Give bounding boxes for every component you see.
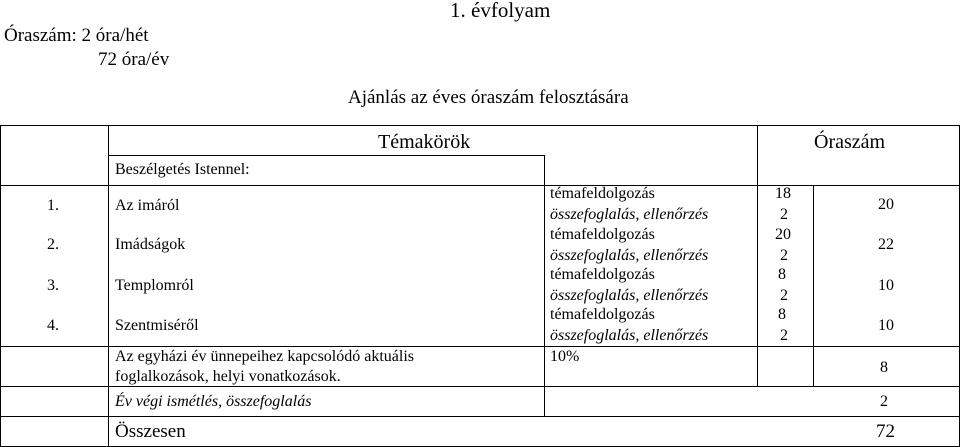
row-number: 3. <box>47 277 59 294</box>
hours-per-year: 72 óra/év <box>98 49 170 70</box>
row-type-processing: témafeldolgozás <box>550 306 655 323</box>
row-total-hours: 20 <box>878 196 894 213</box>
review-label: Év végi ismétlés, összefoglalás <box>115 393 312 410</box>
row-hours-processing: 18 <box>775 185 791 202</box>
row-type-summary: összefoglalás, ellenőrzés <box>550 287 709 304</box>
row-total-hours: 10 <box>878 317 894 334</box>
row-hours-summary: 2 <box>780 327 788 344</box>
row-hours-processing: 8 <box>778 266 786 283</box>
row-title: Az imáról <box>115 197 180 214</box>
row-number: 2. <box>47 236 59 253</box>
section-title: Beszélgetés Istennel: <box>115 161 250 178</box>
special-topic-percentage: 10% <box>550 348 580 365</box>
row-total-hours: 10 <box>878 277 894 294</box>
hours-info <box>4 24 169 72</box>
column-header-hours: Óraszám <box>814 131 886 153</box>
row-total-hours: 22 <box>878 236 894 253</box>
special-topic-line2: foglalkozások, helyi vonatkozások. <box>115 368 341 385</box>
row-title: Templomról <box>115 277 194 294</box>
special-topic-line1: Az egyházi év ünnepeihez kapcsolódó aktuális <box>115 348 414 365</box>
row-type-processing: témafeldolgozás <box>550 185 655 202</box>
row-hours-summary: 2 <box>780 287 788 304</box>
review-total-hours: 2 <box>880 393 888 410</box>
row-title: Imádságok <box>115 236 186 253</box>
row-number: 4. <box>47 317 59 334</box>
row-hours-summary: 2 <box>780 247 788 264</box>
special-topic-total-hours: 8 <box>880 359 888 376</box>
row-hours-processing: 8 <box>778 306 786 323</box>
row-title: Szentmiséről <box>115 317 199 334</box>
row-type-summary: összefoglalás, ellenőrzés <box>550 327 709 344</box>
hours-per-week: Óraszám: 2 óra/hét <box>4 25 149 46</box>
row-type-processing: témafeldolgozás <box>550 266 655 283</box>
sum-label: Összesen <box>115 421 186 442</box>
row-type-summary: összefoglalás, ellenőrzés <box>550 206 709 223</box>
grade-title: 1. évfolyam <box>450 0 551 22</box>
row-type-summary: összefoglalás, ellenőrzés <box>550 247 709 264</box>
row-hours-processing: 20 <box>775 226 791 243</box>
row-number: 1. <box>47 197 59 214</box>
sum-total-hours: 72 <box>876 421 895 442</box>
page-subtitle: Ajánlás az éves óraszám felosztására <box>348 87 629 108</box>
row-hours-summary: 2 <box>780 206 788 223</box>
row-type-processing: témafeldolgozás <box>550 226 655 243</box>
column-header-topics: Témakörök <box>378 131 471 153</box>
